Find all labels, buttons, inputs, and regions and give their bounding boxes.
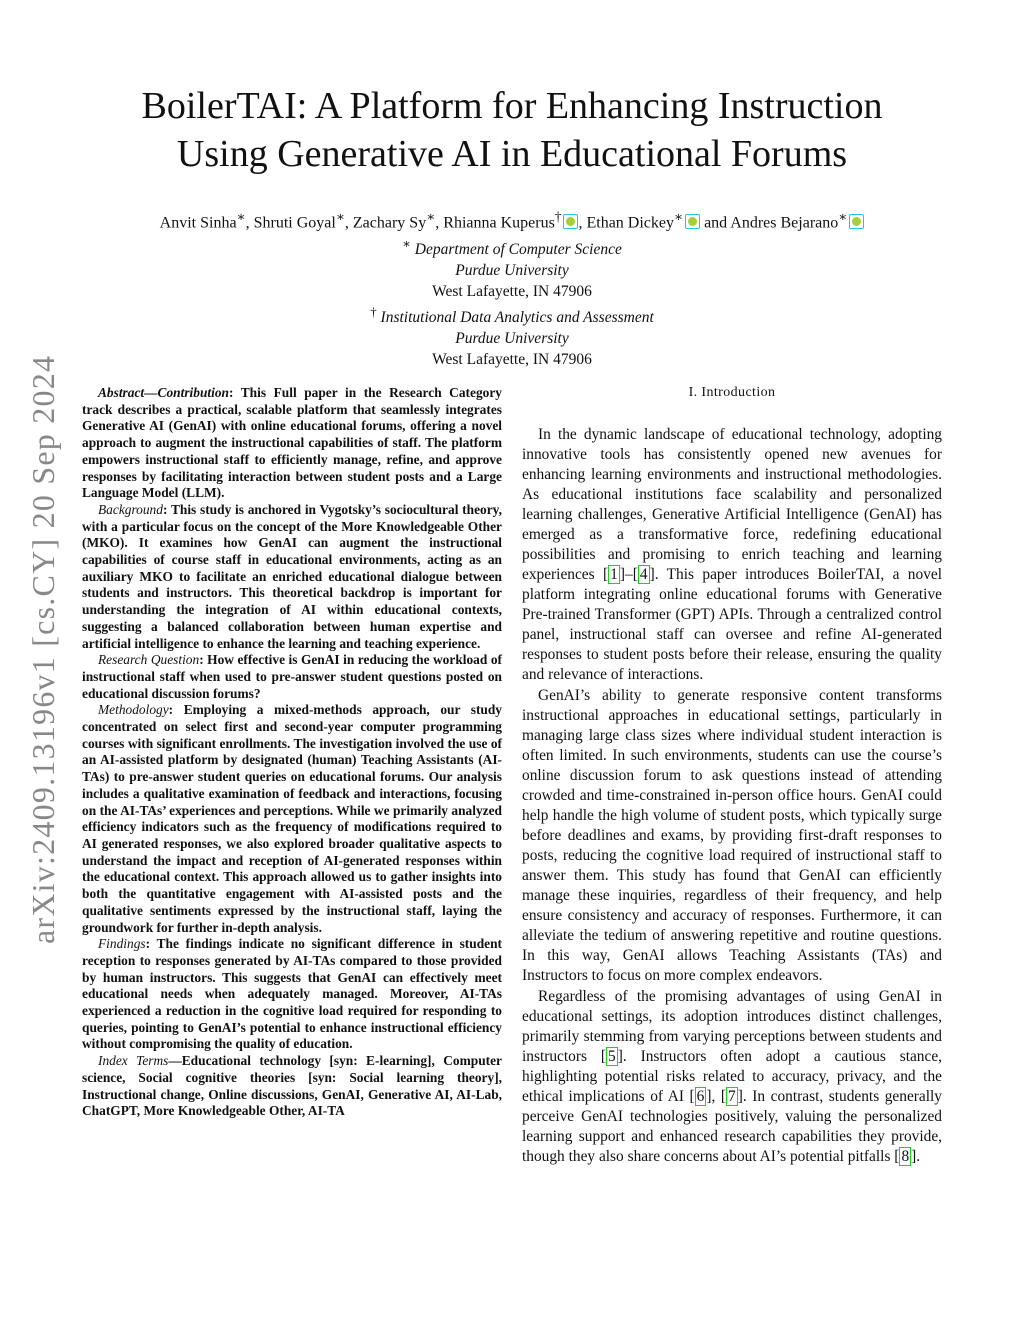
author-list: Anvit Sinha∗, Shruti Goyal∗, Zachary Sy∗, Rhianna Kuperus† , Ethan Dickey∗ and Andres Bejarano∗ bbox=[0, 206, 1024, 234]
author-name: Shruti Goyal bbox=[253, 214, 336, 232]
citation-range-dash: – bbox=[625, 566, 633, 583]
affiliation-university: Purdue University bbox=[455, 262, 569, 280]
author-name: Anvit Sinha bbox=[159, 214, 237, 232]
methodology-text: Employing a mixed-methods approach, our study concentrated on select first and second-year computer programming courses with significant enrollments. The investigation involved the use of an AI-assisted platform by designated (human) Teaching Assistants (AI-TAs) to pre-answer student queries on educational forums. Our analysis includes a qualitative examination of feedback and interactions, focusing on the AI-TAs’ experiences and perceptions. While we primarily analyzed efficiency indicators such as the frequency of modifications required to AI generated responses, we also explored broader qualitative aspects to understand the impact and reception of AI-generated responses within the educational context. This approach allowed us to gather insights into both the quantitative engagement with AI-assisted posts and the qualitative sentiments expressed by the instructional staff, laying the groundwork for further in-depth analysis. bbox=[82, 702, 502, 935]
affiliation-dept: Department of Computer Science bbox=[414, 241, 622, 259]
index-terms-text: Educational technology [syn: E-learning], Computer science, Social cognitive theories [syn: Social learning theory], Instructional change, Online discussions, GenAI, Generative AI, AI-Lab, ChatGPT, More Knowledgeable Other, AI-TA bbox=[82, 1053, 502, 1119]
citation-link[interactable]: 4 bbox=[639, 566, 648, 583]
author-name: Andres Bejarano bbox=[730, 214, 839, 232]
intro-paragraph-1: In the dynamic landscape of educational technology, adopting innovative tools has consistently opened new avenues for enhancing learning environments and instructional methodologies. As educational institutions face scalability and personalized learning challenges, Generative Artificial Intelligence (GenAI) has emerged as a transformative force, redefining educational possibilities and promising to enrich teaching and learning experiences [ 1 ]–[ 4 ]. This paper introduces BoilerTAI, a novel platform integrating online educational forums with Generative Pre-trained Transformer (GPT) APIs. Through a centralized control panel, instructional staff can oversee and refine AI-generated responses to student posts before their release, ensuring the quality and relevance of interactions. bbox=[522, 426, 942, 683]
title-line-1: BoilerTAI: A Platform for Enhancing Instruction bbox=[141, 85, 883, 127]
affiliation-block-2 bbox=[0, 302, 1024, 370]
arxiv-identifier-text: arXiv:2409.13196v1 [cs.CY] 20 Sep 2024 bbox=[25, 356, 61, 944]
intro-text: . This paper introduces BoilerTAI, a novel platform integrating online educational forums with Generative Pre-trained Transformer (GPT) APIs. Through a centralized control panel, instructional staff can oversee and refine AI-generated responses to student posts before their release, ensuring the quality and relevance of interactions. bbox=[522, 566, 942, 683]
paper-header bbox=[0, 82, 1024, 370]
citation-link[interactable]: 1 bbox=[610, 566, 618, 583]
paper-title bbox=[0, 82, 1024, 178]
abstract-background: Background: This study is anchored in Vygotsky’s sociocultural theory, with a particular focus on the concept of the More Knowledgeable Other (MKO). It examines how GenAI can augment the instructional capabilities of course staff in educational environments, acting as an auxiliary MKO to facilitate an enriched educational dialogue between students and instructors. This theoretical backdrop is important for understanding the integration of AI within educational contexts, suggesting a balanced collaboration between human expertise and artificial intelligence to enhance the learning and teaching experience. bbox=[82, 501, 502, 651]
author-joiner: and bbox=[704, 214, 728, 232]
index-terms: Index Terms—Educational technology [syn: E-learning], Computer science, Social cognitive theories [syn: Social learning theory], Instructional change, Online discussions, GenAI, Generative AI, AI-Lab, ChatGPT, More Knowledgeable Other, AI-TA bbox=[82, 1053, 502, 1119]
abstract-column bbox=[82, 385, 502, 1120]
findings-text: The findings indicate no significant difference in student reception to responses generated by AI-TAs compared to those provided by human instructors. This suggests that GenAI can effectively meet educational needs when adequately managed. Moreover, AI-TAs experienced a reduction in the cognitive load required for responding to queries, pointing to GenAI’s potential to enhance instructional efficiency without compromising the quality of education. bbox=[82, 936, 502, 1052]
index-terms-label: Index Terms bbox=[98, 1053, 169, 1069]
abstract-contribution: Abstract—Contribution: This Full paper in the Research Category track describes a practical, scalable platform that seamlessly integrates Generative AI (GenAI) with online educational forums, offering a novel approach to augment the instructional capabilities of staff. The platform empowers instructional staff to efficiently manage, refine, and approve responses by facilitating interaction between student posts and a Large Language Model (LLM). bbox=[82, 385, 502, 501]
intro-text: . Instructors often adopt a cautious stance, highlighting potential risks related to accuracy, privacy, and the ethical implications of AI bbox=[522, 1048, 942, 1105]
abstract-text: This Full paper in the Research Category track describes a practical, scalable platform that seamlessly integrates Generative AI (GenAI) with online educational forums, offering a novel approach to augment the instructional capabilities of staff. The platform empowers instructional staff to efficiently manage, refine, and approve responses by facilitating interaction between student posts and a Large Language Model (LLM). bbox=[82, 385, 502, 501]
title-line-2: Using Generative AI in Educational Forums bbox=[176, 133, 848, 175]
affil-mark: ∗ bbox=[426, 209, 436, 224]
intro-text: . In contrast, students generally perceive GenAI technologies positively, valuing the personalized learning support and enhanced research capabilities they provide, though they also share concerns about AI’s potential pitfalls bbox=[522, 1088, 942, 1165]
orcid-icon[interactable] bbox=[563, 214, 578, 229]
intro-paragraph-2: GenAI’s ability to generate responsive content transforms instructional approaches in educational settings, particularly in managing large class sizes where individual student interaction is often limited. In such environments, students can use the course’s online discussion forum to ask questions instead of attending crowded and time-constrained in-person office hours. GenAI could help handle the high volume of student posts, which typically surge before deadlines and exams, by providing first-draft responses to posts, reducing the cognitive load required of instructional staff to answer them. This study has found that GenAI can efficiently manage these inquiries, regardless of their frequency, and help ensure consistency and accuracy of responses. Furthermore, it can alleviate the tedium of answering repetitive and routine questions. In this way, GenAI allows Teaching Assistants (TAs) and Instructors to focus on more complex endeavors. bbox=[522, 687, 942, 984]
arxiv-identifier-svg bbox=[20, 356, 68, 946]
intro-paragraph-3: Regardless of the promising advantages of using GenAI in educational settings, its adoption introduces distinct challenges, primarily stemming from varying perceptions between students and instructors [ 5 ]. Instructors often adopt a cautious stance, highlighting potential risks related to accuracy, privacy, and the ethical implications of AI [ 6 ], [ 7 ]. In contrast, students generally perceive GenAI technologies positively, valuing the personalized learning support and enhanced research capabilities they provide, though they also share concerns about AI’s potential pitfalls [ 8 ]. bbox=[522, 988, 942, 1165]
author-name: Zachary Sy bbox=[352, 214, 427, 232]
author-name: Ethan Dickey bbox=[586, 214, 674, 232]
citation-link[interactable]: 8 bbox=[901, 1148, 910, 1165]
intro-text: In the dynamic landscape of educational technology, adopting innovative tools has consistently opened new avenues for enhancing learning environments and instructional methodologies. As educational institutions face scalability and personalized learning challenges, Generative Artificial Intelligence (GenAI) has emerged as a transformative force, redefining educational possibilities and promising to enrich teaching and learning experiences bbox=[522, 426, 942, 583]
citation-link[interactable]: 5 bbox=[608, 1048, 616, 1065]
abstract-label: Abstract—Contribution bbox=[98, 385, 229, 400]
affil-mark: ∗ bbox=[236, 209, 246, 224]
background-text: This study is anchored in Vygotsky’s sociocultural theory, with a particular focus on the concept of the More Knowledgeable Other (MKO). It examines how GenAI can augment the instructional capabilities of course staff in educational environments, acting as an auxiliary MKO to facilitate an enriched educational dialogue between students and instructors. This theoretical backdrop is important for understanding the integration of AI within educational contexts, suggesting a balanced collaboration between human expertise and artificial intelligence to enhance the learning and teaching experience. bbox=[82, 501, 502, 651]
affiliation-city: West Lafayette, IN 47906 bbox=[432, 350, 592, 368]
affiliation-dept: Institutional Data Analytics and Assessment bbox=[380, 309, 654, 327]
affil-mark: ∗ bbox=[838, 209, 848, 224]
findings-label: Findings bbox=[98, 936, 146, 952]
affil-mark: † bbox=[554, 209, 562, 224]
affiliation-university: Purdue University bbox=[455, 330, 569, 348]
affil-mark: ∗ bbox=[674, 209, 684, 224]
intro-text: . bbox=[916, 1148, 921, 1165]
abstract-research-question: Research Question: How effective is GenAI in reducing the workload of instructional staff when used to pre-answer student questions posted on educational discussion forums? bbox=[82, 652, 502, 701]
affiliation-city: West Lafayette, IN 47906 bbox=[432, 282, 592, 300]
author-name: Rhianna Kuperus bbox=[443, 214, 555, 232]
abstract-methodology: Methodology: Employing a mixed-methods approach, our study concentrated on select first and second-year computer programming courses with significant enrollments. The investigation involved the use of an AI-assisted platform by designated (human) Teaching Assistants (AI-TAs) to pre-answer student queries on educational forums. Our analysis includes a qualitative examination of feedback and interactions, focusing on the AI-TAs’ experiences and perceptions. While we primarily analyzed efficiency indicators such as the frequency of modifications required to AI generated responses, we also explored broader qualitative aspects to understand the impact and reception of AI-generated responses within the educational context. This approach allowed us to gather insights into both the quantitative engagement with AI-assisted posts and the qualitative sentiments expressed by the instructional staff, laying the groundwork for further in-depth analysis. bbox=[82, 702, 502, 935]
citation-link[interactable]: 6 bbox=[696, 1088, 705, 1105]
citation-link[interactable]: 7 bbox=[728, 1088, 736, 1105]
background-label: Background bbox=[98, 501, 163, 517]
introduction-column bbox=[522, 383, 942, 1167]
affil-mark: ∗ bbox=[402, 236, 411, 252]
rq-text: How effective is GenAI in reducing the workload of instructional staff when used to pre-answer student questions posted on educational discussion forums? bbox=[82, 652, 502, 701]
intro-text: Regardless of the promising advantages of using GenAI in educational settings, its adoption introduces distinct challenges, primarily stemming from varying perceptions between students and instructors bbox=[522, 988, 942, 1065]
orcid-icon[interactable] bbox=[849, 214, 864, 229]
methodology-label: Methodology bbox=[98, 702, 169, 718]
rq-label: Research Question bbox=[98, 652, 200, 668]
citation-separator: , bbox=[711, 1088, 721, 1105]
affil-mark: ∗ bbox=[335, 209, 345, 224]
abstract-findings: Findings: The findings indicate no significant difference in student reception to responses generated by AI-TAs compared to those provided by human instructors. This suggests that GenAI can effectively meet educational needs when adequately managed. Moreover, AI-TAs experienced a reduction in the cognitive load required for responding to queries, pointing to GenAI’s potential to enhance instructional efficiency without compromising the quality of education. bbox=[82, 936, 502, 1052]
affiliation-block-1 bbox=[0, 234, 1024, 302]
section-heading: I. Introduction bbox=[688, 385, 776, 400]
affil-mark: † bbox=[370, 304, 377, 320]
orcid-icon[interactable] bbox=[685, 214, 700, 229]
arxiv-identifier-stamp bbox=[20, 356, 68, 946]
